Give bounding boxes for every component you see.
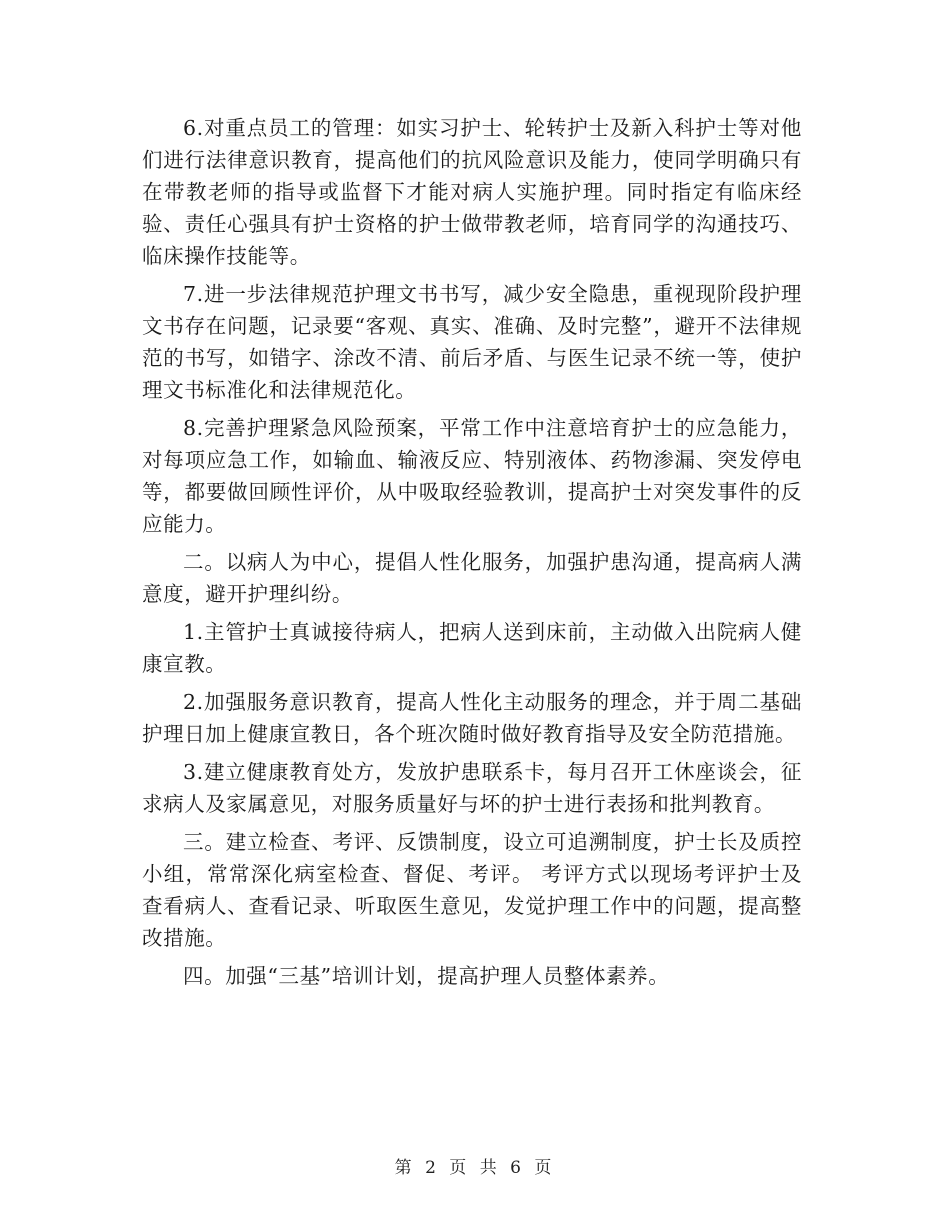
paragraph-item-6: 6.对重点员工的管理：如实习护士、轮转护士及新入科护士等对他们进行法律意识教育，提高他们的抗风险意识及能力，使同学明确只有在带教老师的指导或监督下才能对病人实施护理。同时指定有临床经验、责任心强具有护士资格的护士做带教老师，培育同学的沟通技巧、临床操作技能等。 xyxy=(142,116,802,268)
section-heading-3: 三。建立检查、考评、反馈制度，设立可追溯制度，护士长及质控小组，常常深化病室检查、督促、考评。 考评方式以现场考评护士及查看病人、查看记录、听取医生意见，发觉护理工作中的问题，提高整改措施。 xyxy=(142,830,802,950)
document-body xyxy=(142,112,802,998)
section-heading-4: 四。加强“三基”培训计划，提高护理人员整体素养。 xyxy=(183,964,670,988)
paragraph-item-2-3: 3.建立健康教育处方，发放护患联系卡，每月召开工休座谈会，征求病人及家属意见，对服务质量好与坏的护士进行表扬和批判教育。 xyxy=(142,760,802,816)
paragraph-item-2-1: 1.主管护士真诚接待病人，把病人送到床前，主动做入出院病人健康宣教。 xyxy=(142,620,802,676)
section-heading-2: 二。以病人为中心，提倡人性化服务，加强护患沟通，提高病人满意度，避开护理纠纷。 xyxy=(142,550,802,606)
page-footer: 第 2 页 共 6 页 xyxy=(394,1158,556,1178)
paragraph-item-2-2: 2.加强服务意识教育，提高人性化主动服务的理念，并于周二基础护理日加上健康宣教日，各个班次随时做好教育指导及安全防范措施。 xyxy=(142,690,802,746)
paragraph-item-7: 7.进一步法律规范护理文书书写，减少安全隐患，重视现阶段护理文书存在问题，记录要“客观、真实、准确、及时完整”，避开不法律规范的书写，如错字、涂改不清、前后矛盾、与医生记录不统一等，使护理文书标准化和法律规范化。 xyxy=(142,282,802,402)
paragraph-item-8: 8.完善护理紧急风险预案，平常工作中注意培育护士的应急能力，对每项应急工作，如输血、输液反应、特别液体、药物渗漏、突发停电等，都要做回顾性评价，从中吸取经验教训，提高护士对突发事件的反应能力。 xyxy=(142,416,802,536)
